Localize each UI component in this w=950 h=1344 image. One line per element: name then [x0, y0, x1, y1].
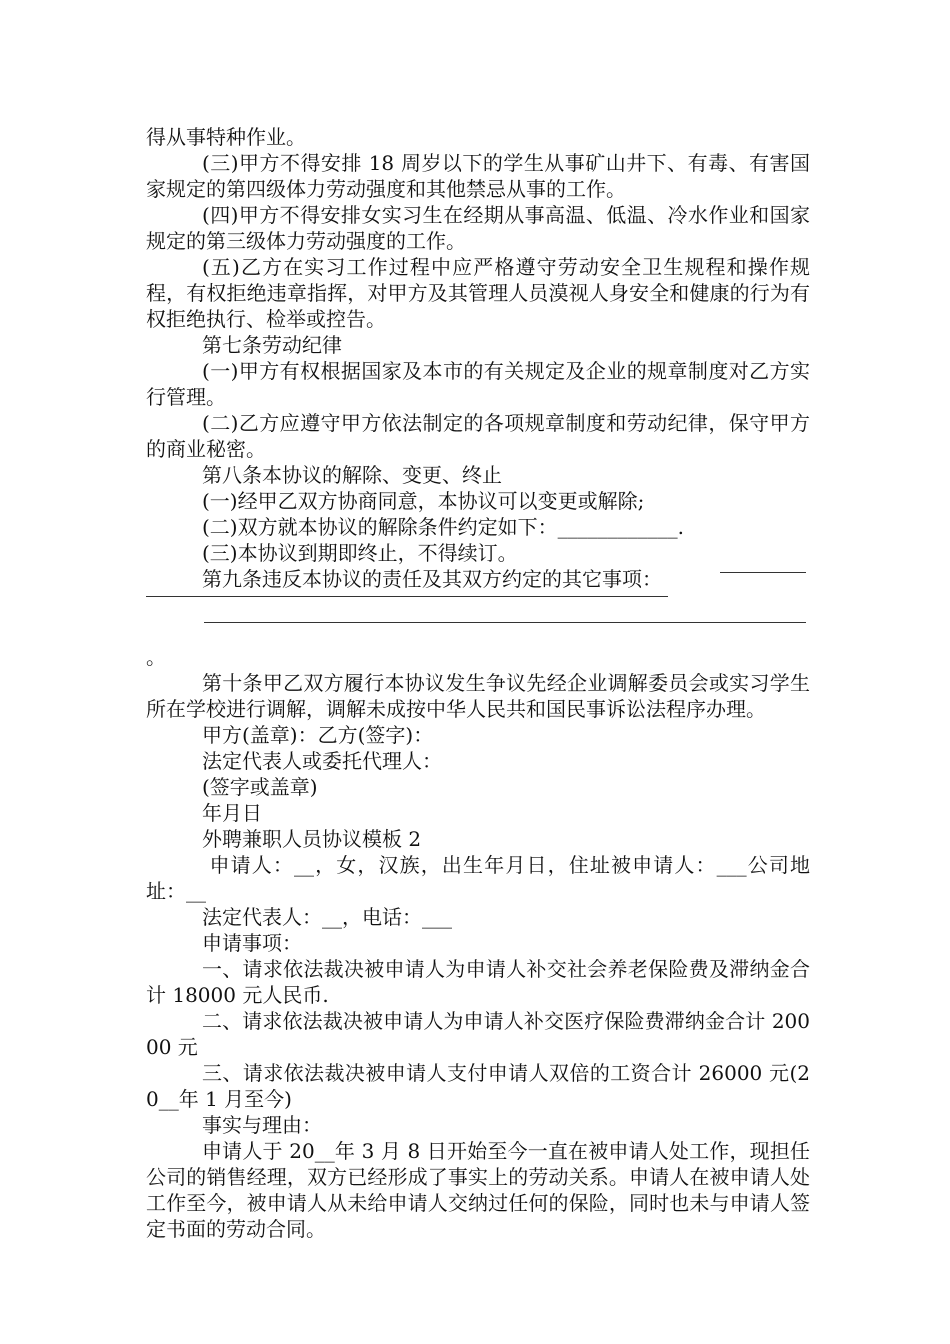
paragraph: (二)双方就本协议的解除条件约定如下：____________. [202, 515, 684, 539]
paragraph: 一、请求依法裁决被申请人为申请人补交社会养老保险费及滞纳金合计 18000 元人民币. [146, 957, 810, 1007]
paragraph: (三)本协议到期即终止，不得续订。 [202, 541, 518, 565]
paragraph: (四)甲方不得安排女实习生在经期从事高温、低温、冷水作业和国家规定的第三级体力劳动强度的工作。 [146, 203, 810, 253]
section-heading: 事实与理由： [202, 1113, 322, 1137]
section-heading: 第九条违反本协议的责任及其双方约定的其它事项： [202, 567, 662, 591]
paragraph: (一)经甲乙双方协商同意，本协议可以变更或解除; [202, 489, 645, 513]
signature-line: 法定代表人或委托代理人： [202, 749, 442, 773]
paragraph: (二)乙方应遵守甲方依法制定的各项规章制度和劳动纪律，保守甲方的商业秘密。 [146, 411, 810, 461]
section-heading: 第八条本协议的解除、变更、终止 [202, 463, 502, 487]
section-heading: 第七条劳动纪律 [202, 333, 342, 357]
document-title: 外聘兼职人员协议模板 2 [202, 827, 422, 851]
section-heading: 申请事项： [202, 931, 302, 955]
blank-rule [720, 572, 806, 573]
paragraph: 。 [146, 645, 166, 669]
signature-line: (签字或盖章) [202, 775, 318, 799]
blank-rule [146, 596, 668, 597]
section-heading: 第十条甲乙双方履行本协议发生争议先经企业调解委员会或实习学生所在学校进行调解，调解未成按中华人民共和国民事诉讼法程序办理。 [146, 671, 810, 721]
signature-line: 甲方(盖章)：乙方(签字)： [202, 723, 434, 747]
paragraph: 三、请求依法裁决被申请人支付申请人双倍的工资合计 26000 元(20__年 1 月至今) [146, 1061, 810, 1111]
paragraph: 法定代表人：__，电话：___ [202, 905, 452, 929]
paragraph: 得从事特种作业。 [146, 125, 306, 149]
document-body [146, 124, 810, 1242]
paragraph: (一)甲方有权根据国家及本市的有关规定及企业的规章制度对乙方实行管理。 [146, 359, 810, 409]
paragraph: (五)乙方在实习工作过程中应严格遵守劳动安全卫生规程和操作规程，有权拒绝违章指挥，对甲方及其管理人员漠视人身安全和健康的行为有权拒绝执行、检举或控告。 [146, 255, 810, 331]
paragraph: 申请人于 20__年 3 月 8 日开始至今一直在被申请人处工作，现担任公司的销售经理，双方已经形成了事实上的劳动关系。申请人在被申请人处工作至今，被申请人从未给申请人交纳过任何的保险，同时也未与申请人签定书面的劳动合同。 [146, 1139, 810, 1241]
blank-rule [204, 622, 806, 623]
paragraph: 申请人：__，女，汉族，出生年月日，住址被申请人：___公司地址：__ [146, 853, 811, 903]
paragraph: 二、请求依法裁决被申请人为申请人补交医疗保险费滞纳金合计 20000 元 [146, 1009, 810, 1059]
paragraph: (三)甲方不得安排 18 周岁以下的学生从事矿山井下、有毒、有害国家规定的第四级体力劳动强度和其他禁忌从事的工作。 [146, 151, 810, 201]
date-line: 年月日 [202, 801, 262, 825]
